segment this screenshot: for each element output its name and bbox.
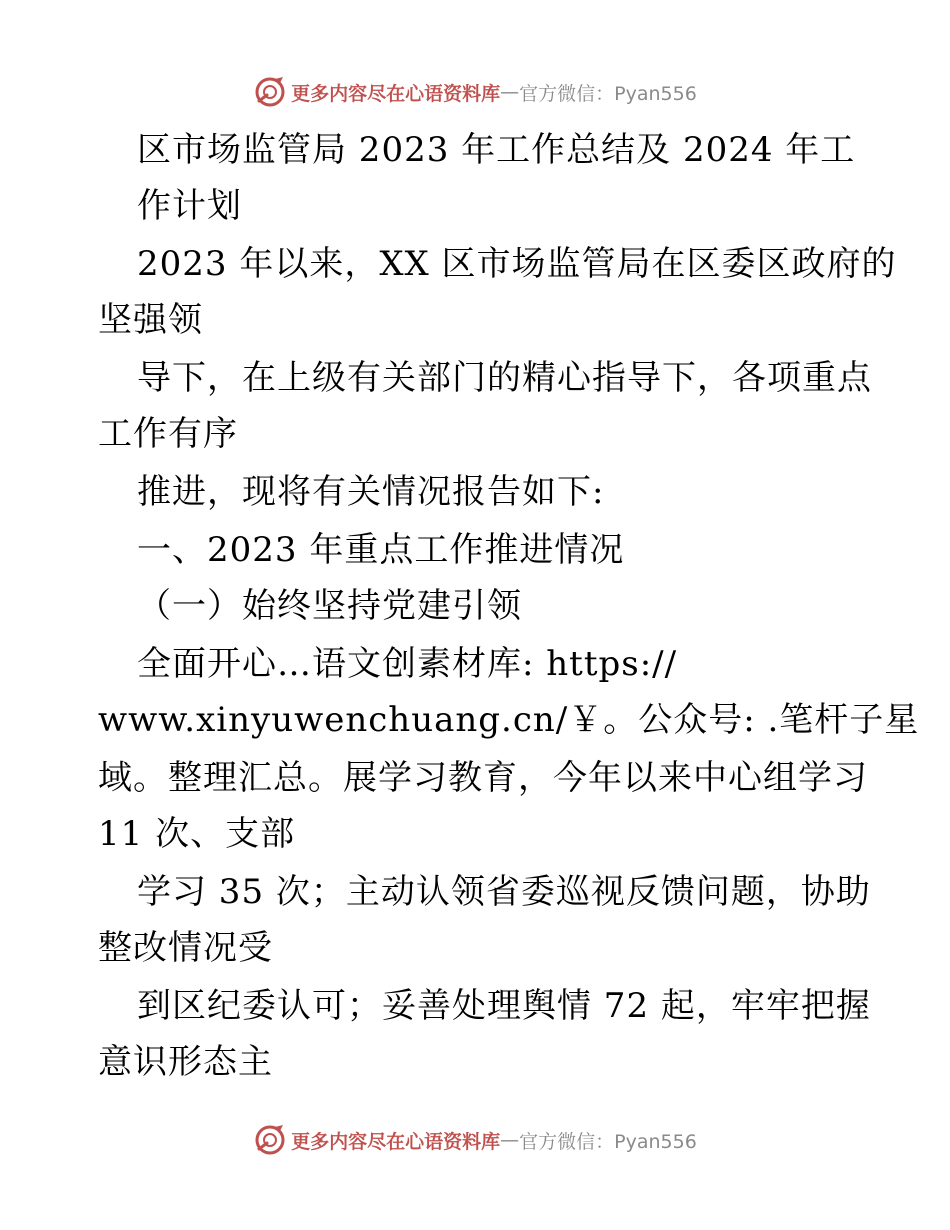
paragraph-line: 整改情况受 bbox=[98, 928, 273, 968]
paragraph-line: 全面开心…语文创素材库: https:// bbox=[137, 644, 678, 684]
paragraph-line: 坚强领 bbox=[98, 300, 203, 340]
footer-watermark-dash: — bbox=[500, 1129, 520, 1151]
paragraph-line: 工作有序 bbox=[98, 414, 238, 454]
header-watermark bbox=[0, 72, 950, 112]
footer-watermark bbox=[0, 1120, 950, 1160]
paragraph-line: 2023 年以来，XX 区市场监管局在区委区政府的 bbox=[137, 244, 897, 284]
paragraph-line: 推进，现将有关情况报告如下: bbox=[137, 472, 605, 512]
paragraph-line: 学习 35 次；主动认领省委巡视反馈问题，协助 bbox=[137, 872, 871, 912]
paragraph-line: 意识形态主 bbox=[98, 1042, 273, 1082]
paragraph-line: 域。整理汇总。展学习教育，今年以来中心组学习 bbox=[98, 758, 868, 798]
paragraph-line: 到区纪委认可；妥善处理舆情 72 起，牢牢把握 bbox=[137, 986, 871, 1026]
header-watermark-wechat: 官方微信：Pyan556 bbox=[519, 82, 697, 105]
brush-logo-icon bbox=[253, 1123, 287, 1157]
section-heading: 一、2023 年重点工作推进情况 bbox=[137, 530, 625, 570]
title-line-2: 作计划 bbox=[137, 186, 242, 226]
header-watermark-dash: — bbox=[500, 81, 520, 103]
brush-logo-icon bbox=[253, 75, 287, 109]
paragraph-line: 11 次、支部 bbox=[98, 814, 296, 854]
footer-watermark-wechat: 官方微信：Pyan556 bbox=[519, 1130, 697, 1153]
title-line-1: 区市场监管局 2023 年工作总结及 2024 年工 bbox=[137, 130, 856, 170]
header-watermark-title: 更多内容尽在心语资料库 bbox=[291, 82, 501, 105]
paragraph-line: 导下，在上级有关部门的精心指导下，各项重点 bbox=[137, 358, 872, 398]
paragraph-line: www.xinyuwenchuang.cn/￥。公众号: .笔杆子星 bbox=[98, 700, 920, 740]
subsection-heading: （一）始终坚持党建引领 bbox=[137, 586, 522, 626]
footer-watermark-title: 更多内容尽在心语资料库 bbox=[291, 1130, 501, 1153]
